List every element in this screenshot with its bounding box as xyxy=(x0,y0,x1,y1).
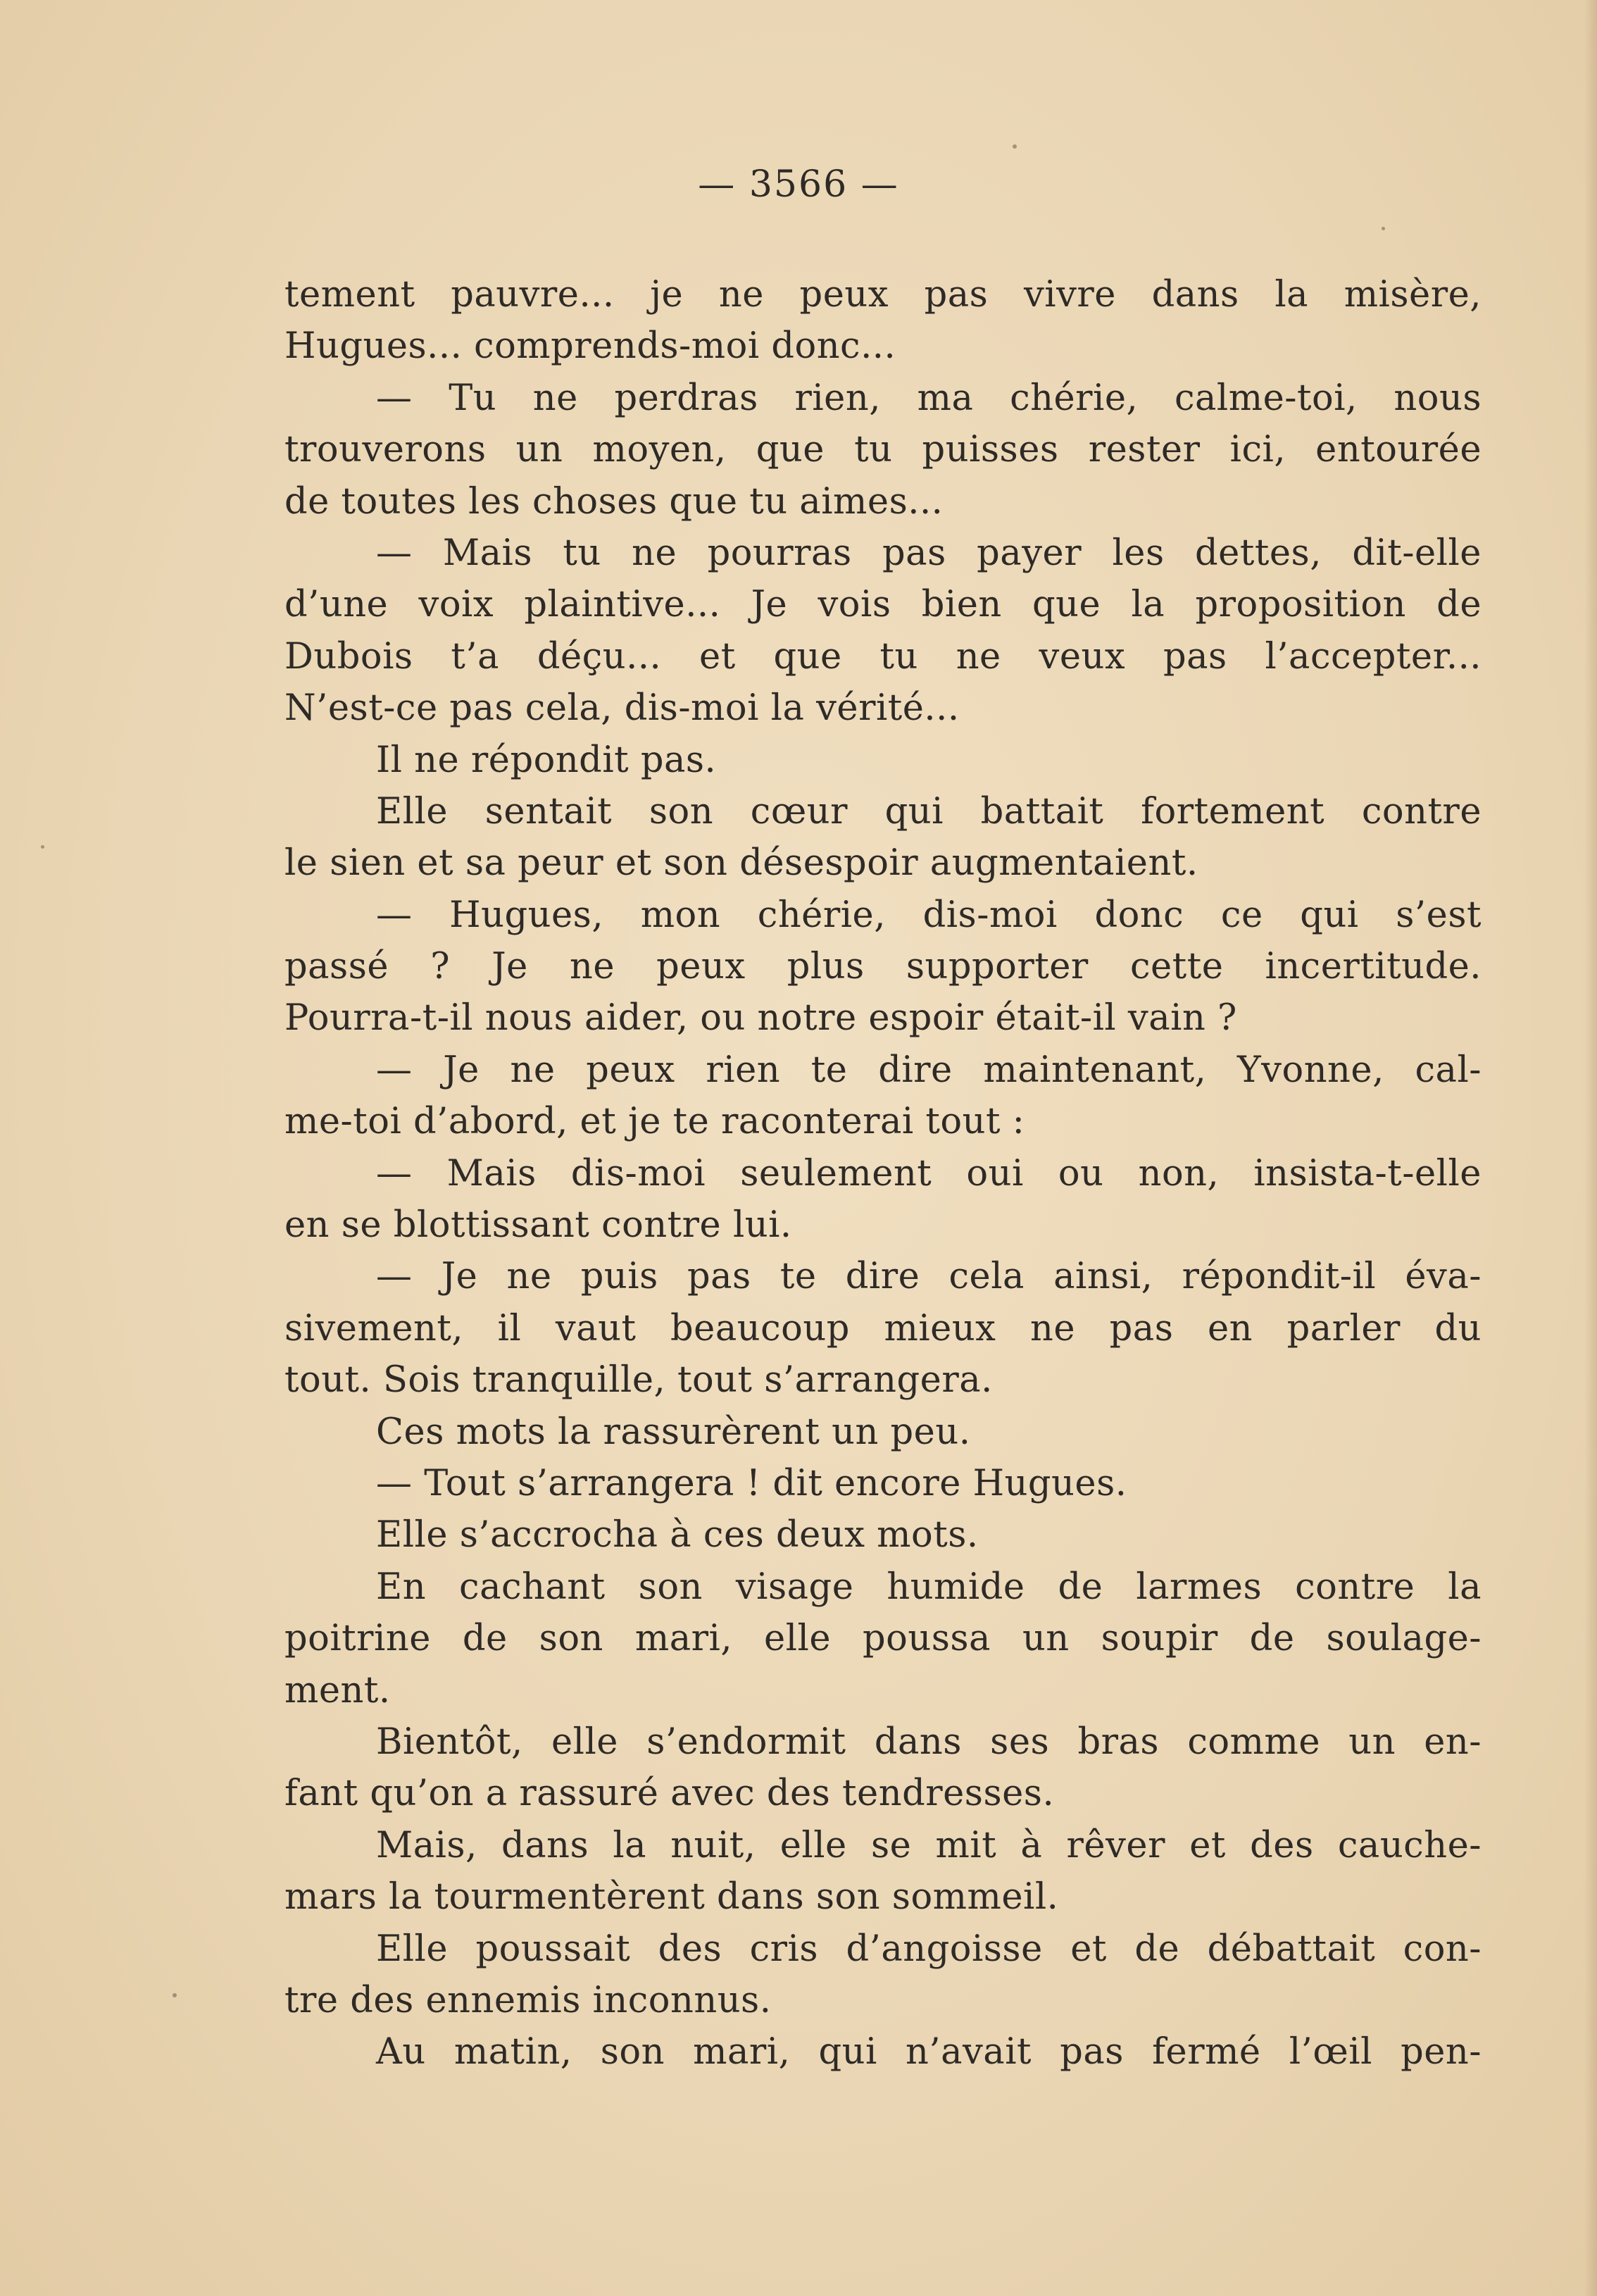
text-line: Elle poussait des cris d’angoisse et de débattait con- xyxy=(376,1928,1482,1970)
text-line: — Mais tu ne pourras pas payer les dettes, dit-elle xyxy=(376,532,1482,574)
text-line: mars la tourmentèrent dans son sommeil. xyxy=(284,1876,1059,1918)
text-line: Il ne répondit pas. xyxy=(376,739,717,781)
text-line: tout. Sois tranquille, tout s’arrangera. xyxy=(284,1359,993,1402)
text-line: Ces mots la rassurèrent un peu. xyxy=(376,1411,971,1453)
body-text xyxy=(284,269,1482,2078)
text-line: Elle s’accrocha à ces deux mots. xyxy=(376,1514,979,1556)
text-line: tement pauvre... je ne peux pas vivre dans la misère, xyxy=(284,274,1482,316)
text-line: Hugues... comprends-moi donc... xyxy=(284,325,896,368)
text-line: le sien et sa peur et son désespoir augmentaient. xyxy=(284,842,1198,885)
text-line: Elle sentait son cœur qui battait fortement contre xyxy=(376,790,1482,832)
paper-speck xyxy=(41,845,44,849)
text-line: d’une voix plaintive... Je vois bien que la proposition de xyxy=(284,584,1482,626)
page-edge-shadow xyxy=(1584,0,1597,2296)
text-line: de toutes les choses que tu aimes... xyxy=(284,480,944,523)
text-line: ment. xyxy=(284,1669,391,1711)
text-line: Mais, dans la nuit, elle se mit à rêver et des cauche- xyxy=(376,1824,1482,1866)
text-line: — Hugues, mon chérie, dis-moi donc ce qui s’est xyxy=(376,894,1482,936)
paper-speck xyxy=(1013,144,1017,149)
text-line: me-toi d’abord, et je te raconterai tout : xyxy=(284,1101,1025,1143)
text-line: — Tout s’arrangera ! dit encore Hugues. xyxy=(376,1462,1127,1504)
page-number: — 3566 — xyxy=(698,163,899,206)
text-line: fant qu’on a rassuré avec des tendresses. xyxy=(284,1773,1055,1815)
text-line: tre des ennemis inconnus. xyxy=(284,1979,772,2021)
paper-speck xyxy=(1382,227,1385,230)
text-line: Bientôt, elle s’endormit dans ses bras comme un en- xyxy=(376,1721,1482,1763)
paper-speck xyxy=(173,1993,177,1997)
text-line: Dubois t’a déçu... et que tu ne veux pas l’accepter... xyxy=(284,635,1482,678)
text-line: N’est-ce pas cela, dis-moi la vérité... xyxy=(284,687,960,730)
text-line: Au matin, son mari, qui n’avait pas fermé l’œil pen- xyxy=(376,2031,1482,2073)
text-line: — Mais dis-moi seulement oui ou non, insista-t-elle xyxy=(376,1152,1482,1194)
text-line: — Tu ne perdras rien, ma chérie, calme-toi, nous xyxy=(376,377,1482,419)
text-line: poitrine de son mari, elle poussa un soupir de soulage- xyxy=(284,1618,1482,1660)
text-line: passé ? Je ne peux plus supporter cette incertitude. xyxy=(284,946,1482,988)
text-line: en se blottissant contre lui. xyxy=(284,1204,792,1247)
text-line: trouverons un moyen, que tu puisses rester ici, entourée xyxy=(284,429,1482,471)
text-line: — Je ne puis pas te dire cela ainsi, répondit-il éva- xyxy=(376,1256,1482,1298)
text-line: Pourra-t-il nous aider, ou notre espoir était-il vain ? xyxy=(284,997,1237,1040)
text-line: — Je ne peux rien te dire maintenant, Yvonne, cal- xyxy=(376,1049,1482,1091)
text-line: sivement, il vaut beaucoup mieux ne pas en parler du xyxy=(284,1307,1482,1349)
text-line: En cachant son visage humide de larmes contre la xyxy=(376,1566,1482,1608)
